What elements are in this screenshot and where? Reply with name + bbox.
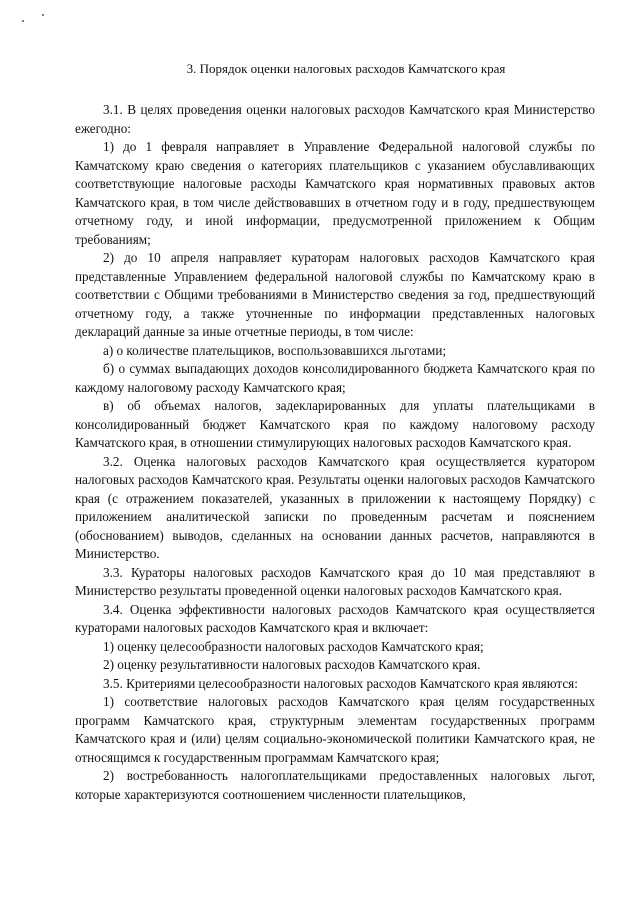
scan-speck <box>42 14 44 16</box>
paragraph-3-1-item-2: 2) до 10 апреля направляет кураторам налоговых расходов Камчатского края представленные Управлением федеральной налоговой службы по Камчатскому краю в соответствии с Общими требованиями в Министерство сведения за год, предшествующий отчетному году, а также уточненные по информации представленных налоговых деклараций данные за иные отчетные периоды, в том числе: <box>75 250 595 339</box>
paragraph-3-1-item-2b: б) о суммах выпадающих доходов консолидированного бюджета Камчатского края по каждому налоговому расходу Камчатского края; <box>75 361 595 395</box>
paragraph-3-4-item-1: 1) оценку целесообразности налоговых расходов Камчатского края; <box>103 638 484 654</box>
paragraph-3-5-item-2: 2) востребованность налогоплательщиками предоставленных налоговых льгот, которые характеризуются соотношением численности плательщиков, <box>75 768 595 802</box>
paragraph-3-2: 3.2. Оценка налоговых расходов Камчатского края осуществляется куратором налоговых расходов Камчатского края. Результаты оценки налоговых расходов Камчатского края (с отражением показателей, указанных в приложении к настоящему Порядку) с приложением аналитической записки по проведенным расчетам и пояснением (обоснованием) выводов, сделанных на основании данных расчетов, направляются в Министерство. <box>75 453 595 561</box>
paragraph-3-4: 3.4. Оценка эффективности налоговых расходов Камчатского края осуществляется кураторами налоговых расходов Камчатского края и включает: <box>75 601 595 635</box>
paragraph-3-5-item-1: 1) соответствие налоговых расходов Камчатского края целям государственных программ Камчатского края, структурным элементам государственных программ Камчатского края и (или) целям социально-экономической политики Камчатского края, не относящимся к государственным программам Камчатского края; <box>75 694 595 765</box>
paragraph-3-1-item-2v: в) об объемах налогов, задекларированных для уплаты плательщиками в консолидированный бюджет Камчатского края по каждому налоговому расходу Камчатского края, в отношении стимулирующих налоговых расходов Камчатского края. <box>75 398 595 450</box>
paragraph-3-1-item-2a: а) о количестве плательщиков, воспользовавшихся льготами; <box>103 342 447 358</box>
paragraph-3-1-item-1: 1) до 1 февраля направляет в Управление Федеральной налоговой службы по Камчатскому краю сведения о категориях плательщиков с указанием обуславливающих соответствующие налоговые расходы Камчатского края нормативных правовых актов Камчатского края, в том числе действовавших в отчетном году и в году, предшествующем отчетному году, и иной информации, предусмотренной приложением к Общим требованиям; <box>75 139 595 247</box>
section-title: 3. Порядок оценки налоговых расходов Камчатского края <box>186 61 506 76</box>
paragraph-3-3: 3.3. Кураторы налоговых расходов Камчатского края до 10 мая представляют в Министерство результаты проведенной оценки налоговых расходов Камчатского края. <box>75 564 595 598</box>
scan-speck <box>22 20 24 22</box>
paragraph-3-5: 3.5. Критериями целесообразности налоговых расходов Камчатского края являются: <box>103 675 578 691</box>
paragraph-3-4-item-2: 2) оценку результативности налоговых расходов Камчатского края. <box>103 657 481 672</box>
document-page <box>75 60 595 804</box>
paragraph-3-1: 3.1. В целях проведения оценки налоговых расходов Камчатского края Министерство ежегодно: <box>75 102 595 136</box>
